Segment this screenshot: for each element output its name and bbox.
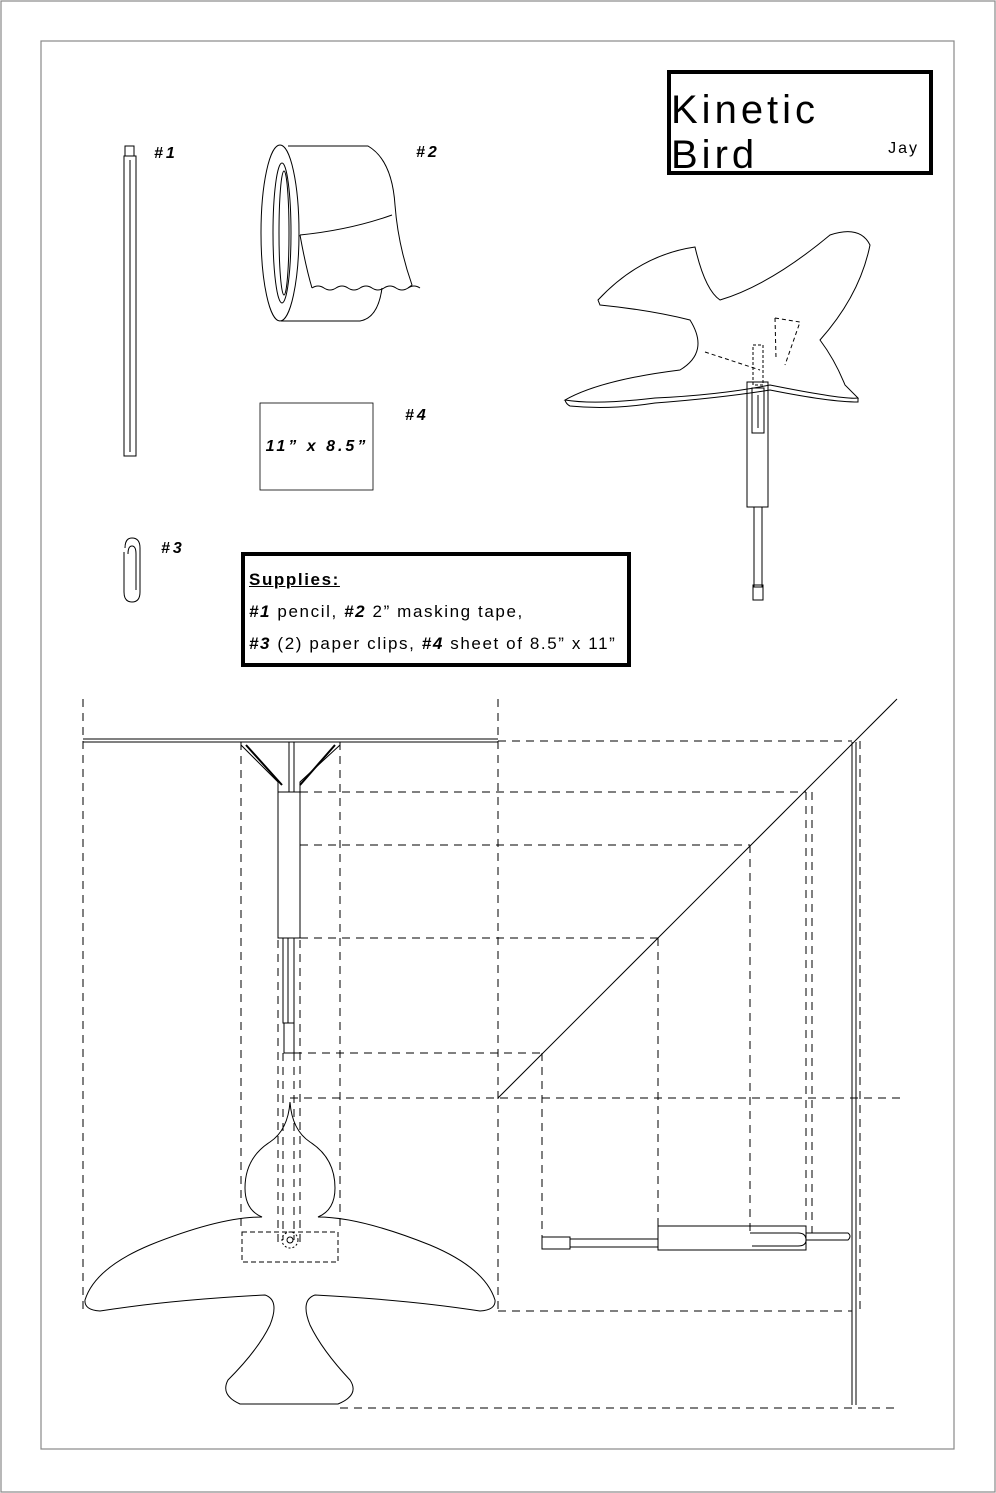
pencil-drawing: [124, 146, 136, 456]
supplies-line-1: [249, 602, 524, 622]
item-label-2: #2: [416, 144, 440, 161]
item-label-1: #1: [154, 145, 178, 162]
supplies-line-2: [249, 634, 616, 654]
projection-drawing: [83, 699, 897, 1405]
supply-text-3: (2) paper clips,: [271, 634, 422, 653]
item-label-3: #3: [161, 540, 185, 557]
dashed-projection-lines: [83, 699, 900, 1408]
supply-number-4: #4: [421, 634, 444, 653]
page-title: Kinetic Bird: [671, 88, 820, 177]
assembled-bird-drawing: [565, 232, 870, 600]
supply-number-2: #2: [344, 602, 367, 621]
paper-size-label: 11” x 8.5”: [265, 438, 369, 455]
title-block: [667, 70, 933, 175]
supply-number-3: #3: [249, 634, 272, 653]
tape-roll-drawing: [261, 145, 420, 321]
supply-text-4: sheet of 8.5” x 11”: [443, 634, 617, 653]
item-label-4: #4: [405, 407, 429, 424]
paper-clip-drawing: [124, 538, 140, 602]
supply-text-2: 2” masking tape,: [366, 602, 524, 621]
supplies-box: [241, 552, 631, 667]
supplies-heading: Supplies:: [249, 570, 340, 589]
author-name: Jay: [888, 140, 919, 157]
supply-number-1: #1: [249, 602, 272, 621]
supply-text-1: pencil,: [271, 602, 345, 621]
